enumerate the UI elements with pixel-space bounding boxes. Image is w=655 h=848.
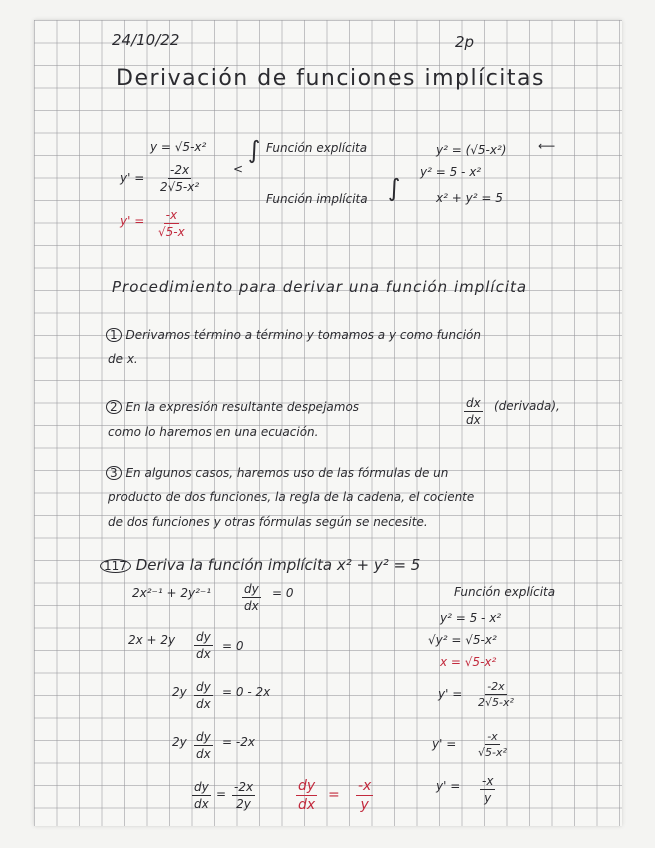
right-eq-3: x = √5-x² bbox=[440, 655, 497, 669]
step-2-line-1-end: (derivada), bbox=[494, 399, 560, 413]
step-eq-5-frac-a: $\frac{dy}{dx}$ bbox=[194, 780, 209, 811]
procedure-heading: Procedimiento para derivar una función implícita bbox=[112, 278, 528, 296]
step-3-line-3: de dos funciones y otras fórmulas según se necesite. bbox=[108, 515, 428, 529]
step-eq-3-right: = 0 - 2x bbox=[222, 685, 271, 699]
exercise-statement: 117 Deriva la función implícita x² + y² = 5 bbox=[100, 558, 420, 573]
intro-right-eq-3: x² + y² = 5 bbox=[436, 191, 503, 205]
step-eq-3-left: 2y bbox=[172, 685, 187, 699]
explicit-label: Función explícita bbox=[266, 141, 368, 155]
page-title: Derivación de funciones implícitas bbox=[116, 66, 545, 91]
step-1-line-1: 1 Derivamos término a término y tomamos a y como función bbox=[106, 328, 481, 342]
right-eq-6-frac: $\frac{-x}{y}$ bbox=[482, 774, 494, 805]
step-2-line-1: 2 En la expresión resultante despejamos bbox=[106, 400, 359, 414]
right-eq-5-label: y' = bbox=[432, 737, 457, 751]
intro-derivative-label: y' = bbox=[120, 171, 145, 185]
intro-derivative-frac: $\frac{-2x}{\text{2√5-x²}}$ bbox=[160, 163, 200, 194]
step-2-frac: $\frac{dx}{dx}$ bbox=[466, 396, 481, 427]
right-explicit-label: Función explícita bbox=[454, 585, 556, 599]
step-eq-4-left: 2y bbox=[172, 735, 187, 749]
step-2-line-2: como lo haremos en una ecuación. bbox=[108, 425, 319, 439]
step-eq-1-left: 2x²⁻¹ + 2y²⁻¹ bbox=[132, 586, 212, 600]
right-eq-1: y² = 5 - x² bbox=[440, 611, 502, 625]
step-eq-5-frac-b: $\frac{-2x}{2y}$ bbox=[234, 780, 254, 811]
step-eq-2-right: = 0 bbox=[222, 639, 244, 653]
step-eq-1-right: = 0 bbox=[272, 586, 294, 600]
right-eq-4-frac: $\frac{-2x}{\text{2√5-x²}}$ bbox=[478, 680, 514, 709]
result-frac-b: $\frac{-x}{y}$ bbox=[358, 778, 372, 813]
result-frac-a: $\frac{dy}{dx}$ bbox=[298, 778, 316, 813]
less-than-arrow: < bbox=[233, 162, 244, 176]
intro-right-eq-2: y² = 5 - x² bbox=[420, 165, 482, 179]
intro-simplified-label: y' = bbox=[120, 214, 145, 228]
brace-bottom: ∫ bbox=[388, 174, 401, 202]
intro-right-eq-1: y² = (√5-x²) bbox=[436, 143, 507, 157]
exercise-number: 117 bbox=[100, 559, 131, 573]
brace-top: ∫ bbox=[248, 136, 261, 164]
date: 24/10/22 bbox=[112, 31, 180, 49]
implicit-label: Función implícita bbox=[266, 192, 368, 206]
step-eq-5-eq: = bbox=[216, 787, 227, 801]
step-eq-2-left: 2x + 2y bbox=[128, 633, 176, 647]
right-eq-4-label: y' = bbox=[438, 687, 463, 701]
intro-simplified-frac: $\frac{-x}{√5-x}$ bbox=[158, 208, 185, 239]
right-eq-6-label: y' = bbox=[436, 779, 461, 793]
step-eq-4-right: = -2x bbox=[222, 735, 255, 749]
result-eq: = bbox=[328, 787, 340, 803]
step-number-1: 1 bbox=[106, 328, 122, 342]
arrow-left-icon: ⟵ bbox=[538, 139, 556, 153]
step-eq-2-frac: $\frac{dy}{dx}$ bbox=[196, 630, 211, 661]
step-1-line-2: de x. bbox=[108, 352, 138, 366]
step-eq-4-frac: $\frac{dy}{dx}$ bbox=[196, 730, 211, 761]
step-3-line-2: producto de dos funciones, la regla de la cadena, el cociente bbox=[108, 490, 475, 504]
step-eq-1-frac: $\frac{dy}{dx}$ bbox=[244, 582, 259, 613]
step-number-2: 2 bbox=[106, 400, 122, 414]
intro-explicit-eq: y = √5-x² bbox=[150, 140, 207, 154]
page-number: 2p bbox=[455, 33, 475, 51]
step-number-3: 3 bbox=[106, 466, 122, 480]
step-eq-3-frac: $\frac{dy}{dx}$ bbox=[196, 680, 211, 711]
right-eq-2: √y² = √5-x² bbox=[428, 633, 497, 647]
step-3-line-1: 3 En algunos casos, haremos uso de las fórmulas de un bbox=[106, 466, 448, 480]
right-eq-5-frac: $\frac{-x}{\text{√5-x²}}$ bbox=[478, 730, 507, 759]
